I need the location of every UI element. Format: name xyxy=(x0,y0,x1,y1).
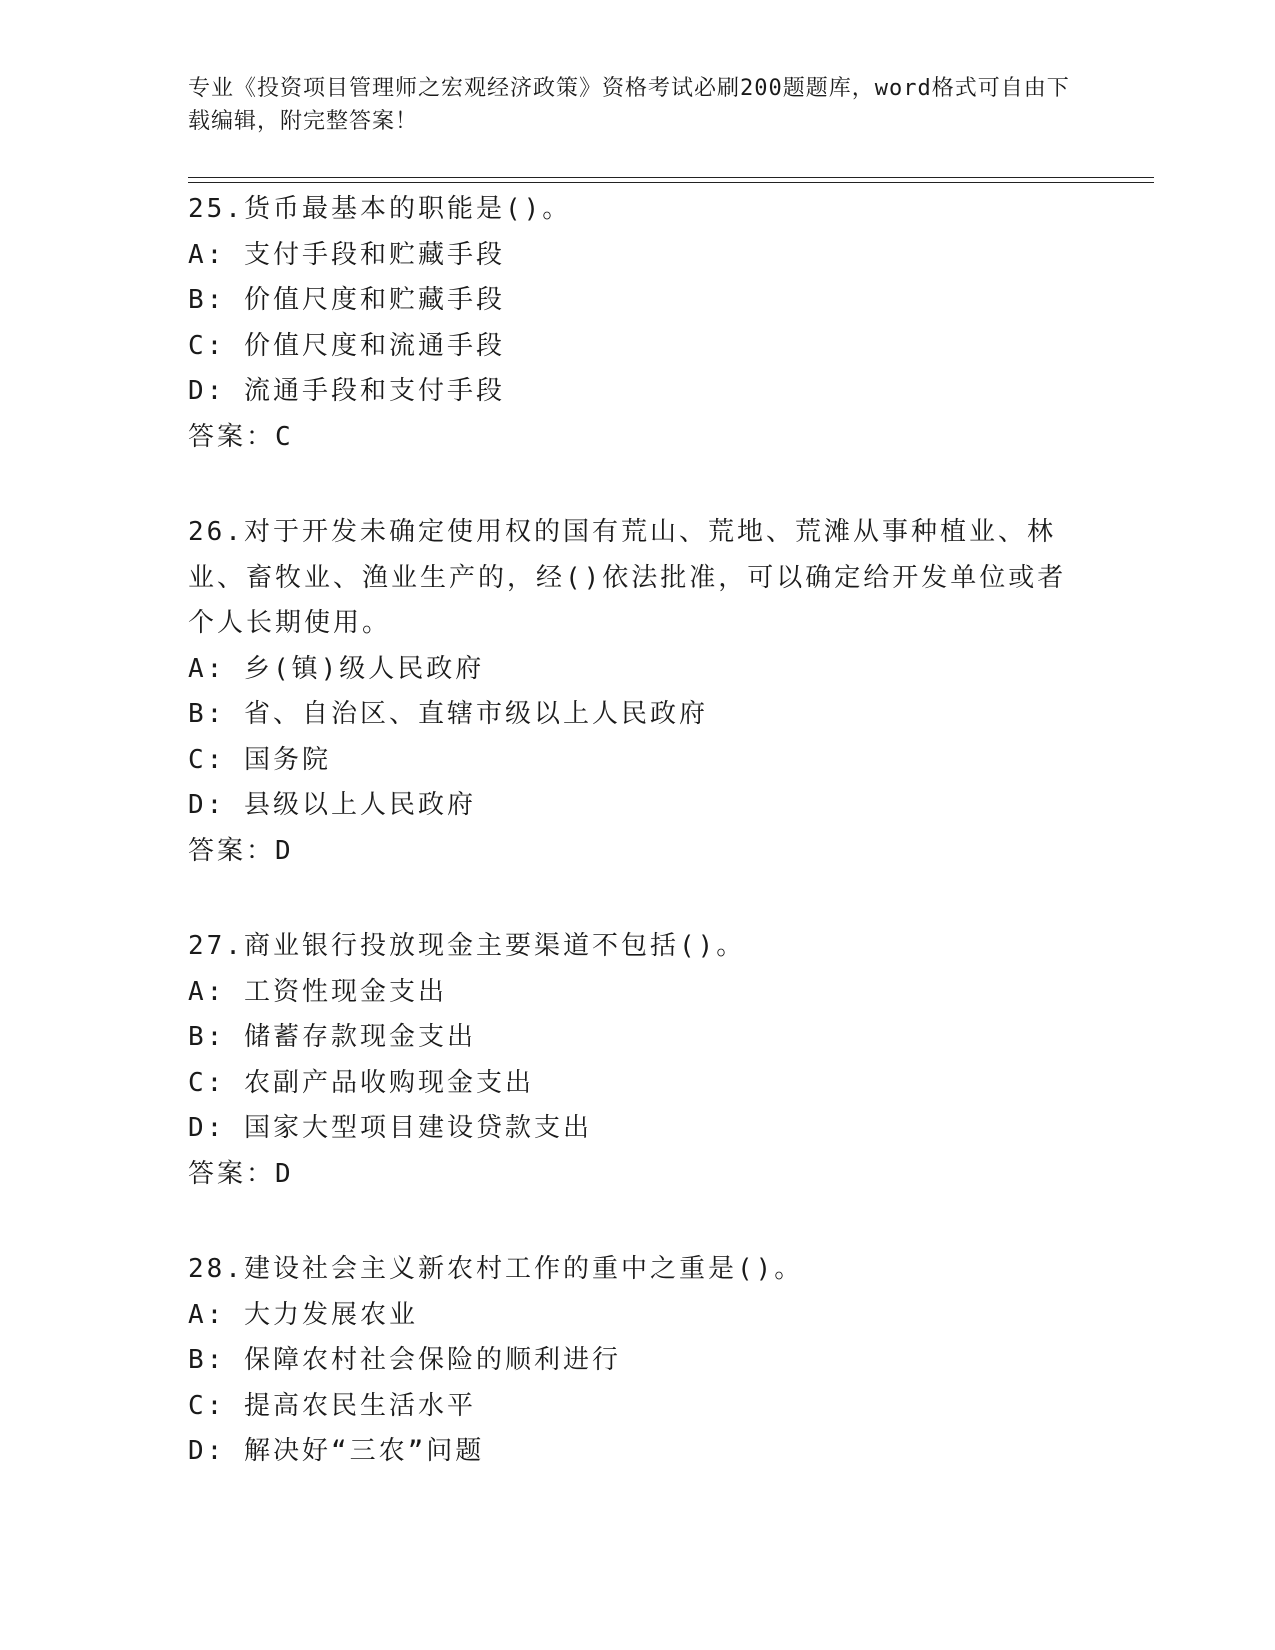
option-c: C: 国务院 xyxy=(188,744,331,775)
question-27 xyxy=(188,924,1088,1197)
option-c: C: 农副产品收购现金支出 xyxy=(188,1067,534,1098)
option-b: B: 省、自治区、直辖市级以上人民政府 xyxy=(188,699,708,729)
question-stem: 25.货币最基本的职能是()。 xyxy=(188,194,572,224)
option-b: B: 保障农村社会保险的顺利进行 xyxy=(188,1345,621,1375)
answer-label: 答案：D xyxy=(188,1158,294,1189)
document-header: 专业《投资项目管理师之宏观经济政策》资格考试必刷200题题库，word格式可自由下载编辑，附完整答案！ xyxy=(188,76,1070,134)
question-list xyxy=(188,187,1088,1525)
answer-label: 答案：C xyxy=(188,421,294,452)
question-25 xyxy=(188,187,1088,460)
question-26 xyxy=(188,510,1088,874)
option-a: A: 乡(镇)级人民政府 xyxy=(188,653,485,684)
option-a: A: 大力发展农业 xyxy=(188,1299,418,1330)
option-d: D: 县级以上人民政府 xyxy=(188,790,476,820)
question-stem: 28.建设社会主义新农村工作的重中之重是()。 xyxy=(188,1254,804,1284)
option-b: B: 储蓄存款现金支出 xyxy=(188,1022,476,1052)
option-d: D: 解决好“三农”问题 xyxy=(188,1436,485,1466)
answer-label: 答案：D xyxy=(188,835,294,866)
question-stem: 27.商业银行投放现金主要渠道不包括()。 xyxy=(188,931,746,961)
option-a: A: 支付手段和贮藏手段 xyxy=(188,239,505,270)
option-a: A: 工资性现金支出 xyxy=(188,976,447,1007)
option-b: B: 价值尺度和贮藏手段 xyxy=(188,285,505,315)
option-d: D: 流通手段和支付手段 xyxy=(188,376,505,406)
header-divider-bottom xyxy=(188,182,1154,183)
option-d: D: 国家大型项目建设贷款支出 xyxy=(188,1113,592,1143)
header-divider-top xyxy=(188,177,1154,178)
question-stem: 26.对于开发未确定使用权的国有荒山、荒地、荒滩从事种植业、林业、畜牧业、渔业生产的，经()依法批准，可以确定给开发单位或者个人长期使用。 xyxy=(188,517,1067,638)
option-c: C: 价值尺度和流通手段 xyxy=(188,330,505,361)
option-c: C: 提高农民生活水平 xyxy=(188,1390,476,1421)
question-28 xyxy=(188,1247,1088,1475)
